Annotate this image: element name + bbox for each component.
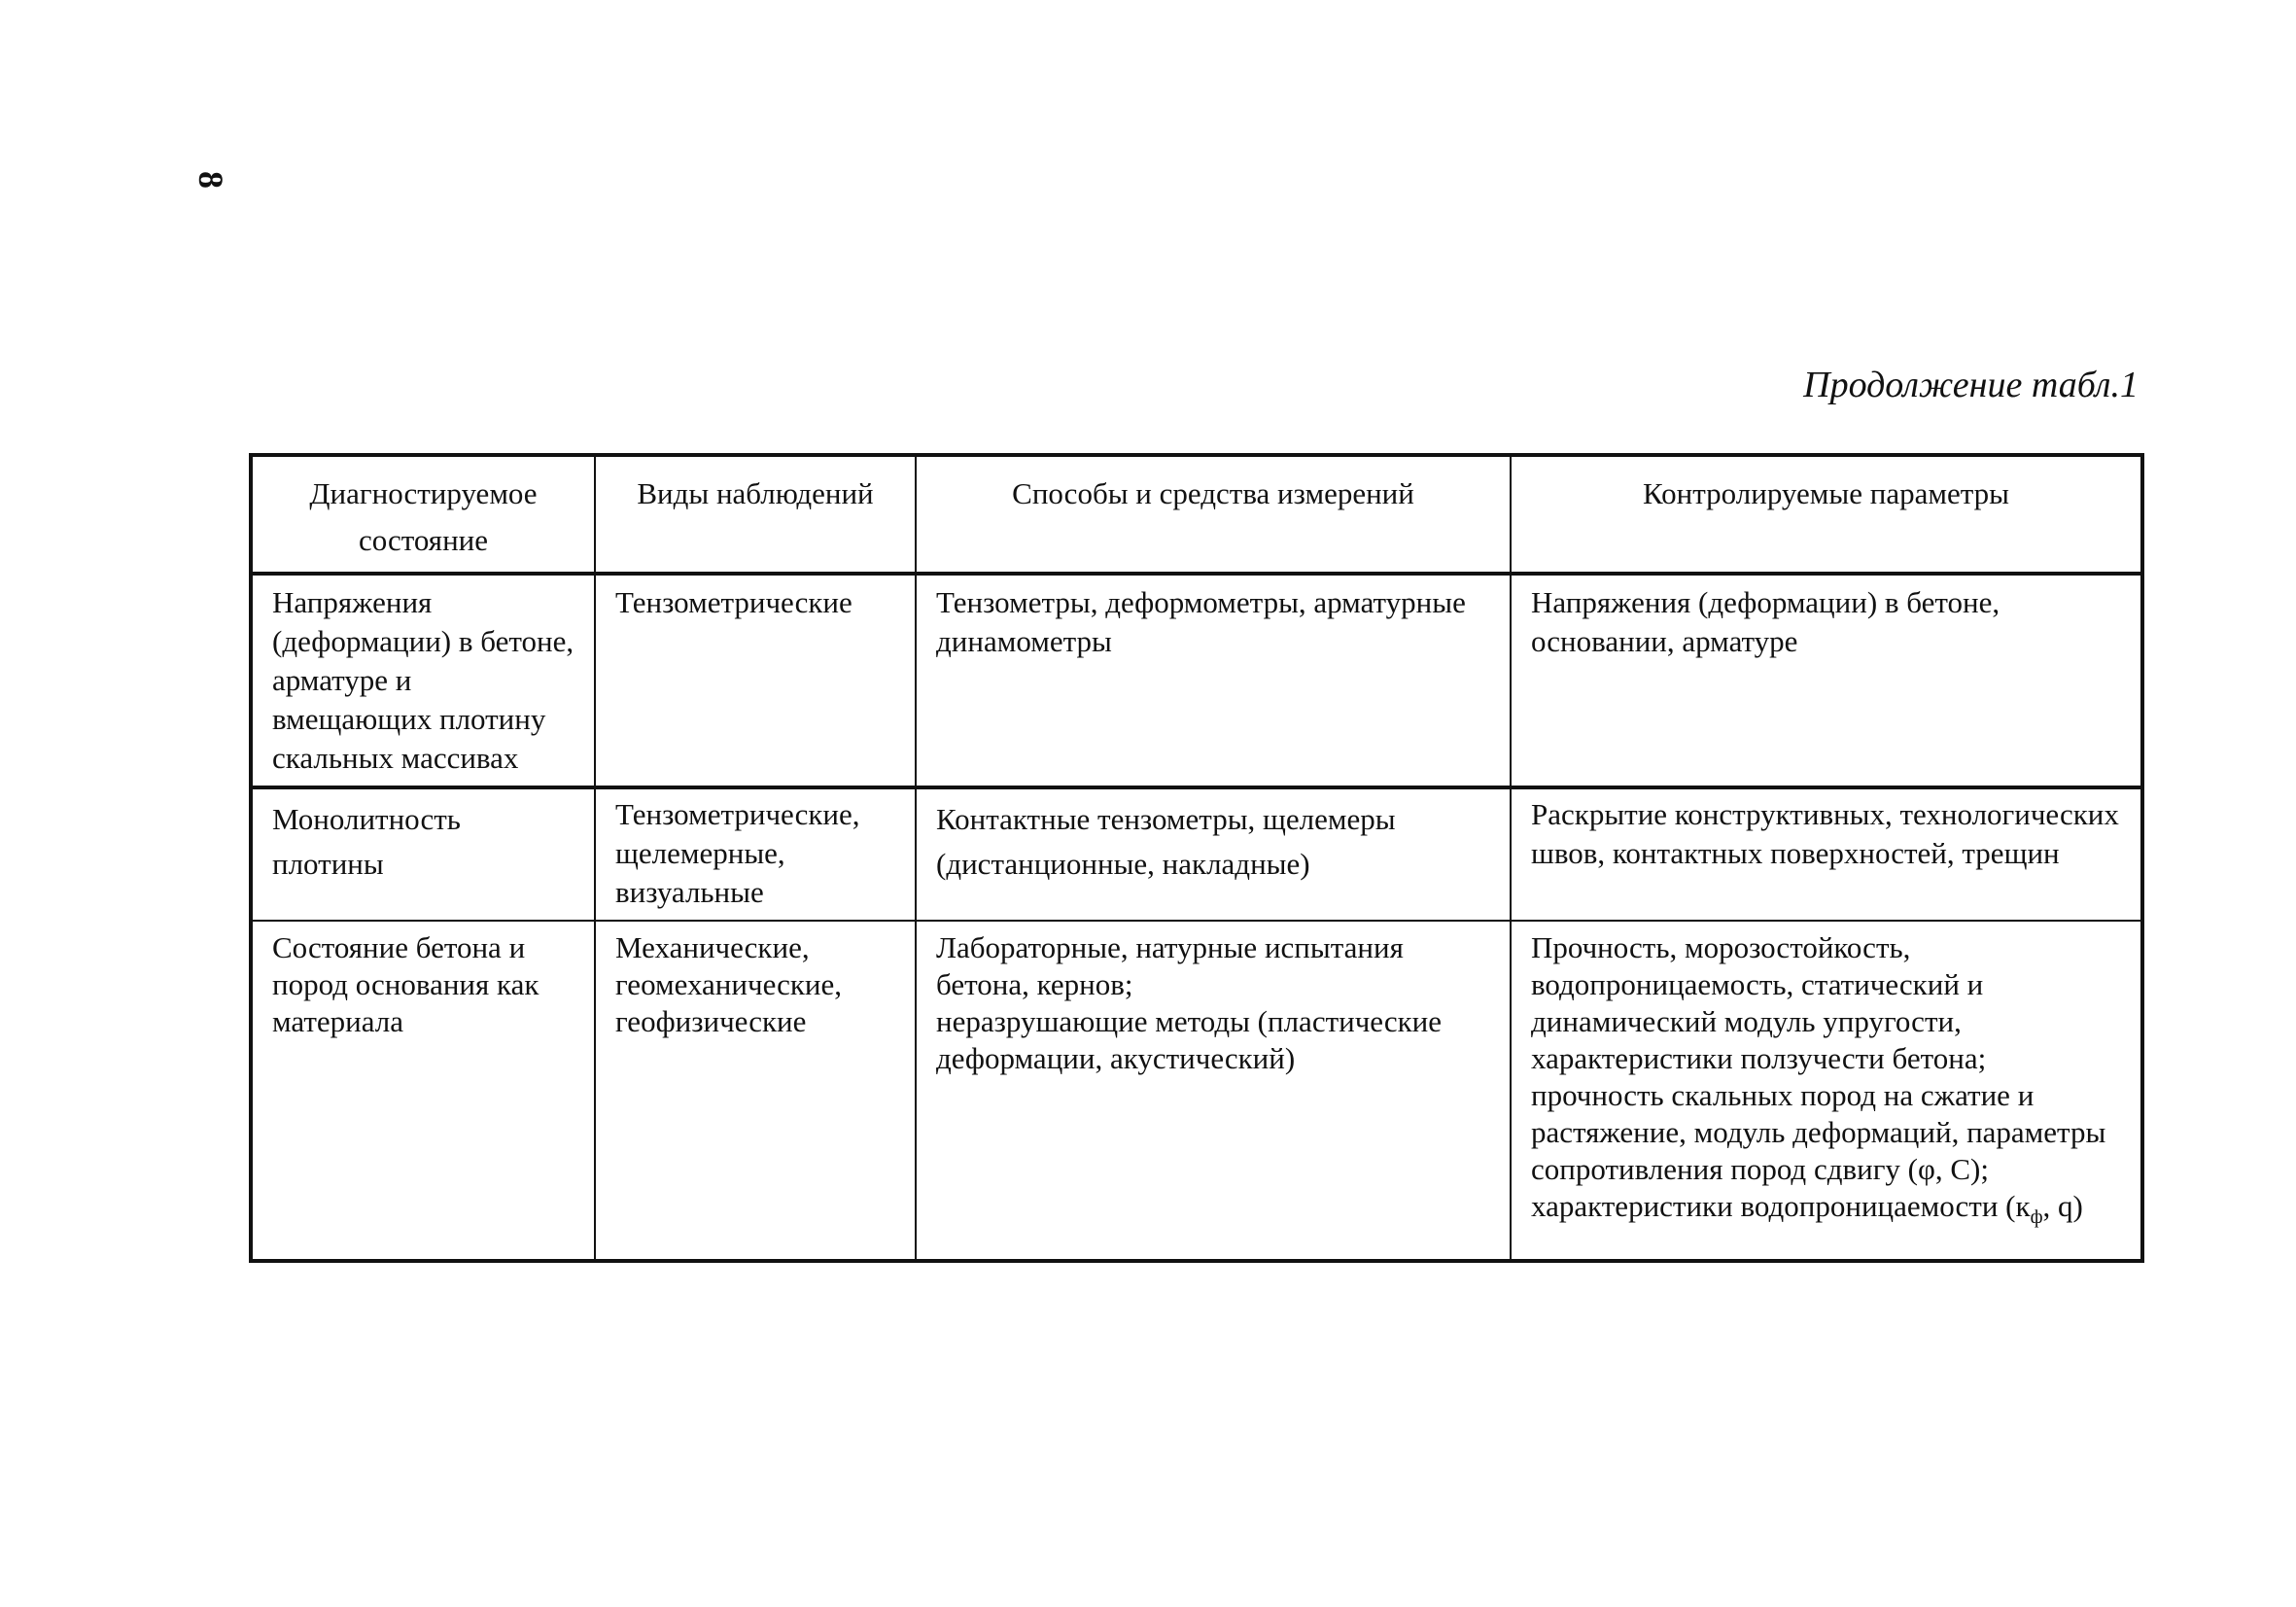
cell-methods: Тензометры, деформометры, арматурные динамометры <box>916 574 1511 787</box>
table-header-row <box>251 455 2142 574</box>
header-measurement-methods: Способы и средства измерений <box>916 455 1511 574</box>
cell-methods: Лабораторные, натурные испытания бетона, кернов; неразрушающие методы (пластические деформации, акустический) <box>916 921 1511 1261</box>
cell-parameters <box>1511 921 2142 1261</box>
header-observation-types: Виды наблюдений <box>595 455 916 574</box>
table-row <box>251 574 2142 787</box>
table-continuation-label: Продолжение табл.1 <box>1803 365 2139 405</box>
cell-state: Монолитность плотины <box>251 787 595 921</box>
cell-observation: Тензометрические <box>595 574 916 787</box>
table-row <box>251 921 2142 1261</box>
cell-state: Напряжения (деформации) в бетоне, арматуре и вмещающих плотину скальных массивах <box>251 574 595 787</box>
parameters-text: Прочность, морозостойкость, водопроницаемость, статический и динамический модуль упругости, характеристики ползучести бетона; прочность скальных пород на сжатие и растяжение, модуль деформаций, параметры сопротивления пород сдвигу (φ, С); характеристики водопроницаемости (к <box>1531 930 2106 1223</box>
page-number: 8 <box>191 171 230 189</box>
cell-state: Состояние бетона и пород основания как материала <box>251 921 595 1261</box>
cell-observation: Механические, геомеханические, геофизические <box>595 921 916 1261</box>
cell-parameters: Напряжения (деформации) в бетоне, основании, арматуре <box>1511 574 2142 787</box>
cell-parameters: Раскрытие конструктивных, технологических швов, контактных поверхностей, трещин <box>1511 787 2142 921</box>
cell-methods: Контактные тензометры, щелемеры (дистанционные, накладные) <box>916 787 1511 921</box>
monitoring-table <box>249 453 2144 1263</box>
cell-observation: Тензометрические, щелемерные, визуальные <box>595 787 916 921</box>
table-row <box>251 787 2142 921</box>
parameters-tail: , q) <box>2042 1189 2083 1223</box>
header-diagnosed-state: Диагностируемое состояние <box>251 455 595 574</box>
header-controlled-parameters: Контролируемые параметры <box>1511 455 2142 574</box>
parameters-subscript: ф <box>2030 1206 2043 1229</box>
